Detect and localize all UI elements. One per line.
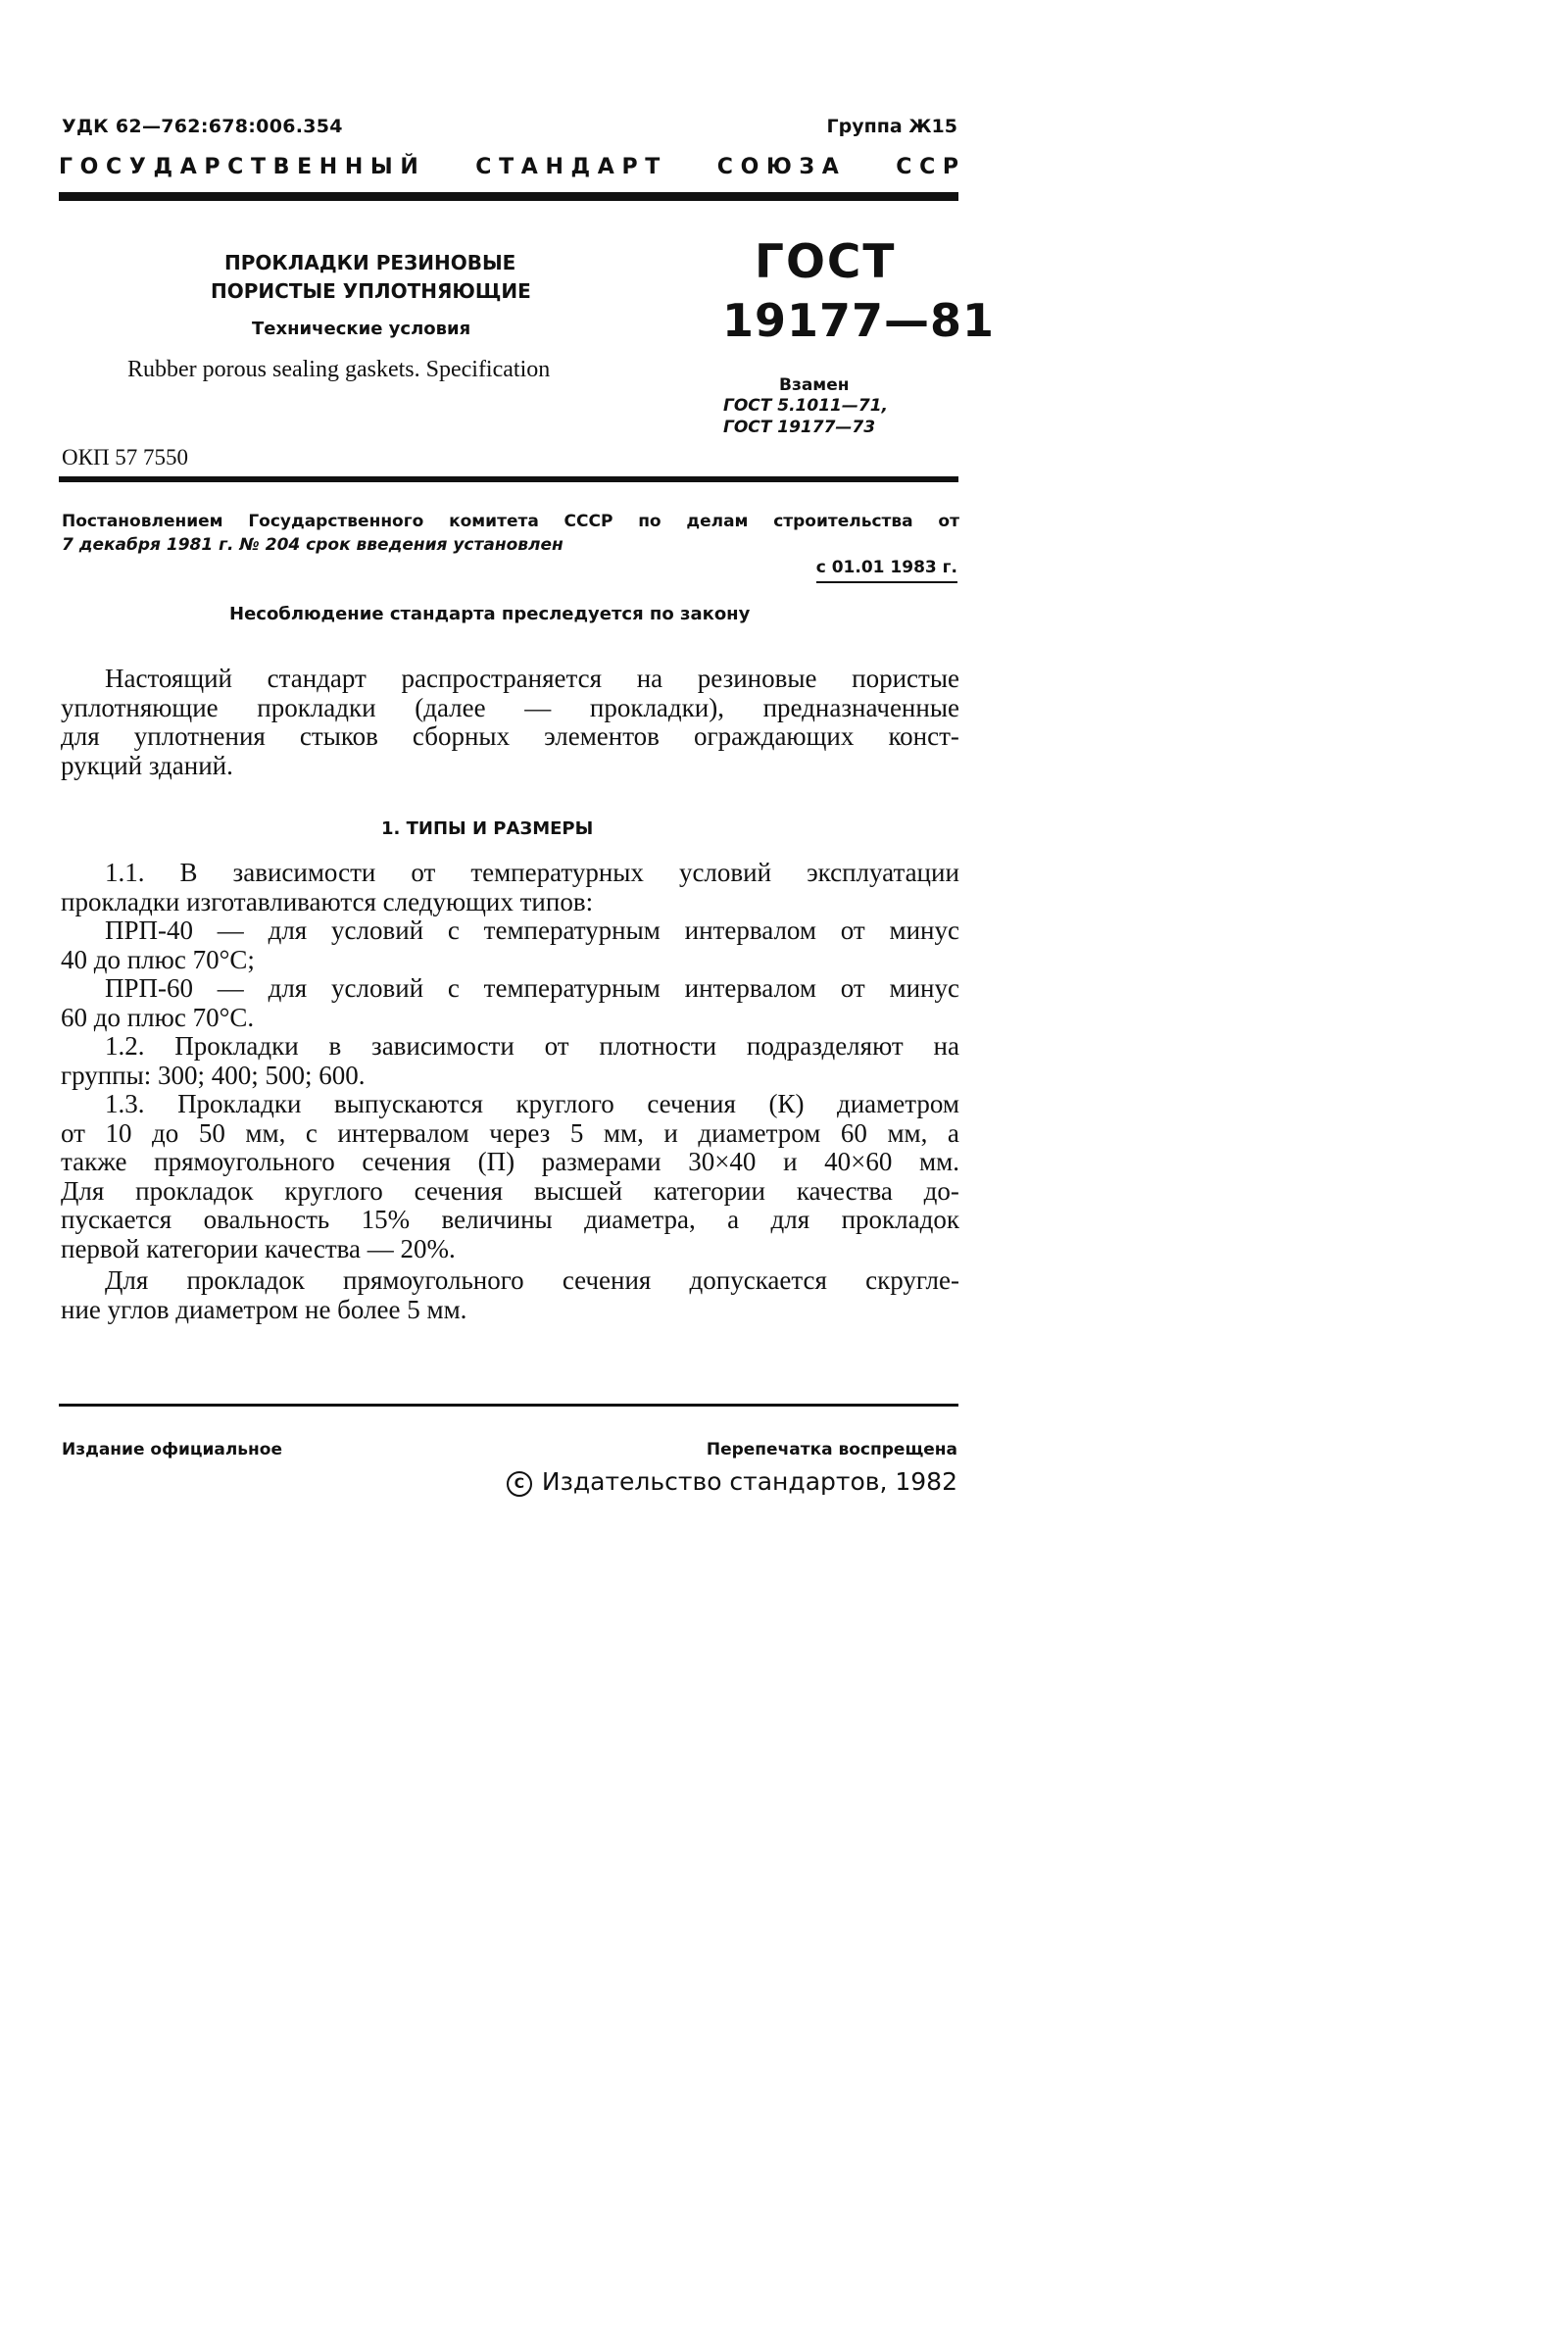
text-line <box>61 1266 959 1296</box>
word: диаметром <box>698 1117 821 1148</box>
official-edition: Издание официальное <box>62 1440 283 1459</box>
introduction-date: с 01.01 1983 г. <box>816 558 957 583</box>
word: и <box>783 1147 798 1176</box>
word: от <box>411 858 436 887</box>
word: сборных <box>412 721 511 751</box>
group-code: Группа Ж15 <box>826 116 957 137</box>
word: также <box>61 1147 127 1176</box>
header-divider <box>59 192 958 201</box>
word: (П) <box>477 1147 515 1176</box>
copyright-icon: C <box>507 1471 532 1497</box>
word: условий <box>331 973 424 1003</box>
word: (далее <box>415 692 486 722</box>
word: интервалом <box>337 1117 469 1148</box>
word: овальность <box>203 1205 330 1234</box>
word: диаметра, <box>584 1205 696 1234</box>
word: элементов <box>544 721 660 751</box>
text-line <box>61 1090 959 1119</box>
word: прокладки <box>257 692 376 722</box>
word: минус <box>889 973 959 1003</box>
word: сечения <box>362 1147 451 1176</box>
word: В <box>179 858 198 887</box>
english-title: Rubber porous sealing gaskets. Specification <box>127 357 551 382</box>
word: зависимости <box>371 1031 514 1061</box>
word: через <box>489 1117 551 1148</box>
word: уплотняющие <box>61 692 219 722</box>
decree-word: Постановлением <box>62 512 223 531</box>
section-body <box>61 859 959 1263</box>
text-line <box>61 1206 959 1235</box>
state-standard-word: С С Р <box>896 155 958 179</box>
text-line <box>61 665 959 694</box>
text-line <box>61 916 959 946</box>
word: пористые <box>852 664 959 693</box>
word: сечения <box>562 1265 652 1295</box>
text-line: прокладки изготавливаются следующих типов: <box>61 886 594 916</box>
decree-line-2: 7 декабря 1981 г. № 204 срок введения установлен <box>62 535 564 555</box>
word: в <box>328 1031 342 1061</box>
replaces-gost-1: ГОСТ 5.1011—71, <box>723 396 888 416</box>
text-line: группы: 300; 400; 500; 600. <box>61 1060 366 1090</box>
word: температурным <box>483 973 661 1003</box>
word: 1.1. <box>105 858 145 887</box>
word: для <box>61 721 100 751</box>
word: ограждающих <box>694 721 855 751</box>
word: подразделяют <box>746 1031 904 1061</box>
word: пускается <box>61 1205 172 1234</box>
word: выпускаются <box>334 1089 483 1118</box>
text-line <box>61 722 959 752</box>
word: интервалом <box>684 915 816 945</box>
udk-code: УДК 62—762:678:006.354 <box>62 116 343 137</box>
reprint-prohibited: Перепечатка воспрещена <box>706 1440 957 1459</box>
intro-paragraph <box>61 665 959 780</box>
text-line: рукций зданий. <box>61 750 233 780</box>
word: допускается <box>689 1265 827 1295</box>
word: мм, <box>245 1117 286 1148</box>
word: плотности <box>599 1031 717 1061</box>
word: условий <box>678 858 772 887</box>
word: от <box>840 915 865 945</box>
word: Для <box>105 1265 149 1295</box>
word: от <box>840 973 865 1003</box>
word: предназначенные <box>762 692 959 722</box>
title-divider <box>59 476 958 482</box>
word: сечения <box>414 1175 504 1206</box>
word: прокладок <box>841 1205 959 1234</box>
text-line <box>61 1119 959 1149</box>
title-line-2: ПОРИСТЫЕ УПЛОТНЯЮЩИЕ <box>211 279 531 303</box>
word: ПРП-40 <box>105 915 194 945</box>
word: для <box>268 973 308 1003</box>
word: резиновые <box>697 664 817 693</box>
word: 10 <box>105 1117 132 1148</box>
word: с <box>305 1117 318 1148</box>
word: для <box>770 1205 810 1234</box>
okp-code: ОКП 57 7550 <box>62 445 189 470</box>
word: уплотнения <box>133 721 266 751</box>
text-line <box>61 694 959 723</box>
text-line: 40 до плюс 70°С; <box>61 944 255 974</box>
word: 40×60 <box>824 1147 893 1176</box>
section-last-paragraph <box>61 1266 959 1324</box>
word: а <box>727 1205 740 1234</box>
text-line <box>61 1148 959 1177</box>
word: прямоугольного <box>154 1147 335 1176</box>
word: до- <box>923 1175 959 1206</box>
word: категории <box>653 1175 765 1206</box>
word: зависимости <box>232 858 376 887</box>
word: мм. <box>919 1147 959 1176</box>
gost-label: ГОСТ <box>755 235 897 289</box>
word: сечения <box>647 1089 736 1118</box>
word: 1.2. <box>105 1031 145 1061</box>
decree-word: делам <box>686 512 749 531</box>
word: мм, <box>887 1117 928 1148</box>
decree-word: по <box>638 512 662 531</box>
gost-number: 19177—81 <box>722 294 996 347</box>
decree-line-1 <box>62 512 959 531</box>
word: с <box>447 915 460 945</box>
word: — <box>217 915 244 945</box>
publisher-line <box>507 1467 957 1497</box>
title-line-1: ПРОКЛАДКИ РЕЗИНОВЫЕ <box>224 251 516 274</box>
decree-word: от <box>938 512 959 531</box>
state-standard-heading <box>59 155 958 179</box>
text-line: первой категории качества — 20%. <box>61 1233 456 1263</box>
decree-word: строительства <box>773 512 913 531</box>
text-line: ние углов диаметром не более 5 мм. <box>61 1294 467 1324</box>
word: 30×40 <box>688 1147 757 1176</box>
text-line: 60 до плюс 70°С. <box>61 1002 255 1032</box>
word: качества <box>796 1175 893 1206</box>
word: мм, <box>603 1117 644 1148</box>
section-title: 1. ТИПЫ И РАЗМЕРЫ <box>381 818 594 839</box>
legal-warning: Несоблюдение стандарта преследуется по закону <box>229 604 751 624</box>
footer-divider <box>59 1404 958 1407</box>
publisher-name: Издательство стандартов, 1982 <box>541 1467 957 1496</box>
word: диаметром <box>837 1089 959 1118</box>
word: 15% <box>361 1205 411 1234</box>
text-line <box>61 1177 959 1207</box>
replaces-gost-2: ГОСТ 19177—73 <box>723 418 876 437</box>
text-line <box>61 1032 959 1062</box>
word: прокладок <box>186 1265 305 1295</box>
word: от <box>544 1031 569 1061</box>
word: эксплуатации <box>807 858 959 887</box>
word: круглого <box>284 1175 383 1206</box>
word: распространяется <box>401 664 603 693</box>
word: на <box>933 1031 959 1061</box>
document-page <box>0 0 1022 1515</box>
word: для <box>268 915 308 945</box>
word: — <box>217 973 244 1003</box>
word: прокладок <box>135 1175 254 1206</box>
word: Прокладки <box>177 1089 302 1118</box>
word: конст- <box>888 721 959 751</box>
word: условий <box>331 915 424 945</box>
word: 50 <box>198 1117 225 1148</box>
state-standard-word: С О Ю З А <box>716 155 839 179</box>
word: ПРП-60 <box>105 973 194 1003</box>
word: с <box>447 973 460 1003</box>
replaces-label: Взамен <box>779 375 850 395</box>
word: 60 <box>840 1117 867 1148</box>
state-standard-word: Г О С У Д А Р С Т В Е Н Н Ы Й <box>59 155 418 179</box>
word: Настоящий <box>105 664 233 693</box>
word: — <box>524 692 552 722</box>
word: а <box>947 1117 959 1148</box>
state-standard-word: С Т А Н Д А Р Т <box>475 155 661 179</box>
word: на <box>636 664 663 693</box>
word: (К) <box>768 1089 805 1118</box>
word: от <box>61 1117 85 1148</box>
decree-word: Государственного <box>248 512 424 531</box>
text-line <box>61 974 959 1004</box>
word: прокладки), <box>589 692 724 722</box>
word: Прокладки <box>174 1031 299 1061</box>
word: и <box>663 1117 678 1148</box>
word: прямоугольного <box>343 1265 524 1295</box>
word: стыков <box>299 721 378 751</box>
word: стандарт <box>267 664 367 693</box>
word: круглого <box>515 1089 614 1118</box>
word: величины <box>441 1205 553 1234</box>
decree-word: комитета <box>449 512 539 531</box>
subtitle: Технические условия <box>252 319 471 339</box>
word: 5 <box>569 1117 584 1148</box>
word: температурным <box>483 915 661 945</box>
word: 1.3. <box>105 1089 145 1118</box>
word: до <box>152 1117 179 1148</box>
word: размерами <box>541 1147 662 1176</box>
word: интервалом <box>684 973 816 1003</box>
word: высшей <box>533 1175 623 1206</box>
word: скругле- <box>865 1265 959 1295</box>
decree-word: СССР <box>564 512 613 531</box>
word: минус <box>889 915 959 945</box>
text-line <box>61 859 959 888</box>
word: Для <box>61 1175 105 1206</box>
word: температурных <box>470 858 644 887</box>
